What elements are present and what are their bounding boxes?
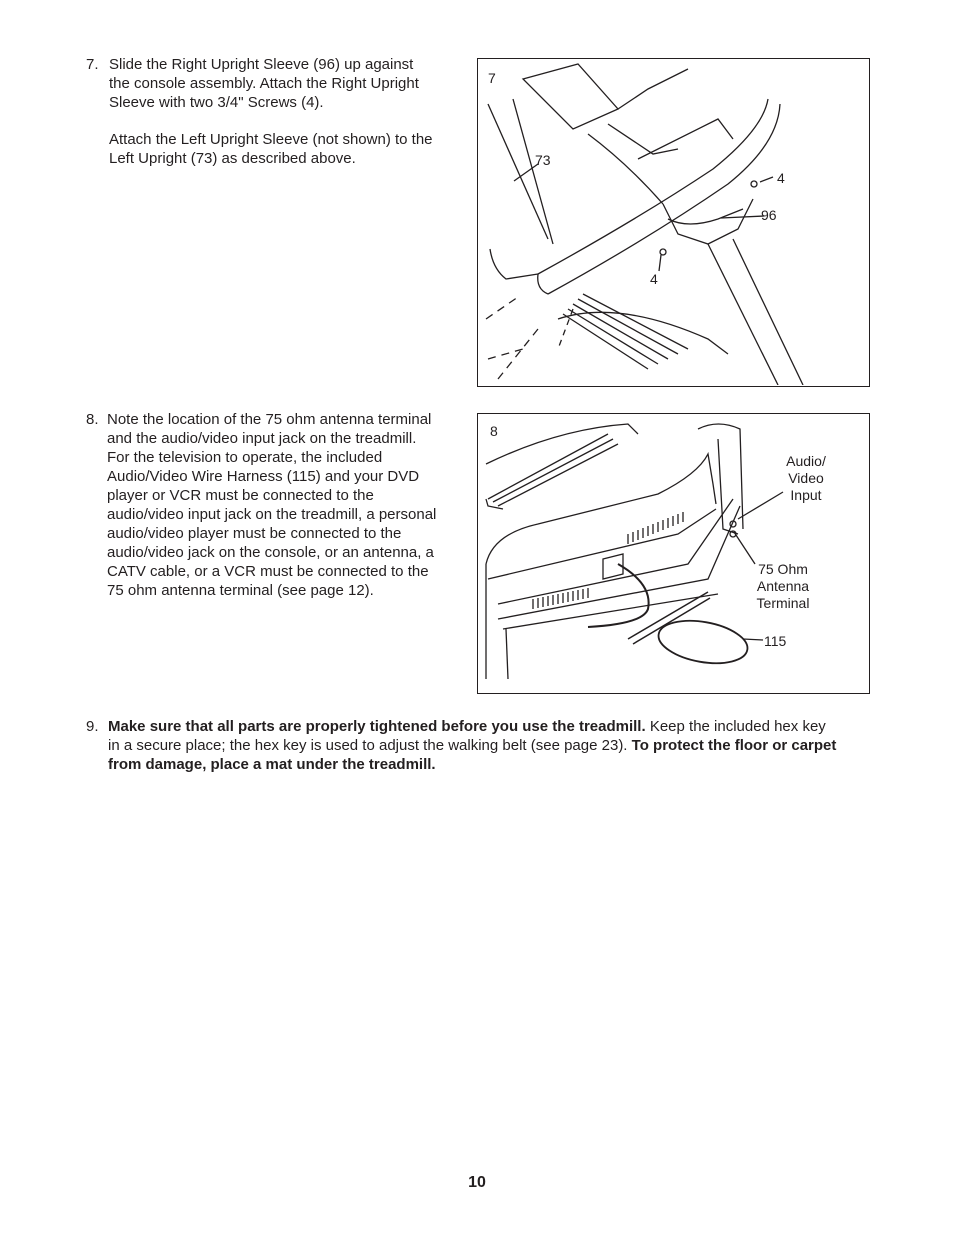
figure-number: 8 [490,423,498,439]
paragraph: Note the location of the 75 ohm antenna terminal and the audio/video input jack on the treadmill. For the television to operate, the included Audio/Video Wire Harness (115) and your DVD player or VCR must be connected to the audio/video input jack on the treadmill, a personal audio/video player must be connected to the audio/video jack on the console, or an antenna, a CATV cable, or a VCR must be connected to the 75 ohm antenna terminal (see page 12). [107,411,437,599]
step-text [109,55,459,168]
label-av-input-line3: Input [790,487,822,503]
step-number: 8. [86,411,99,428]
label-av-input-line2: Video [788,470,824,486]
label-antenna-line1: 75 Ohm [758,561,808,577]
step-text [107,410,457,600]
step-text [108,717,888,774]
paragraph: Slide the Right Upright Sleeve (96) up against the console assembly. Attach the Right Upright Sleeve with two 3/4" Screws (4). [109,56,419,111]
label-antenna-line2: Antenna [756,578,810,594]
part-label-115: 115 [764,633,787,649]
label-av-input-line1: Audio/ [786,453,826,469]
part-label-73: 73 [535,152,551,168]
part-label-4-bottom: 4 [650,271,658,287]
step-number: 9. [86,718,99,735]
figure-7 [477,58,870,387]
label-antenna-line3: Terminal [756,595,810,611]
part-label-4-top: 4 [777,170,785,186]
paragraph: Attach the Left Upright Sleeve (not shown) to the Left Upright (73) as described above. [109,131,433,167]
step-number: 7. [86,56,99,73]
figure-7-illustration [478,59,868,385]
figure-8-illustration [478,414,868,692]
page-number: 10 [468,1174,486,1191]
part-label-96: 96 [761,207,777,223]
paragraph: Make sure that all parts are properly tightened before you use the treadmill. Keep the included hex key in a secure place; the hex key is used to adjust the walking belt (see page 23). To protect the floor or carpet from damage, place a mat under the treadmill. [108,718,837,773]
figure-number: 7 [488,70,496,86]
figure-8 [477,413,870,694]
